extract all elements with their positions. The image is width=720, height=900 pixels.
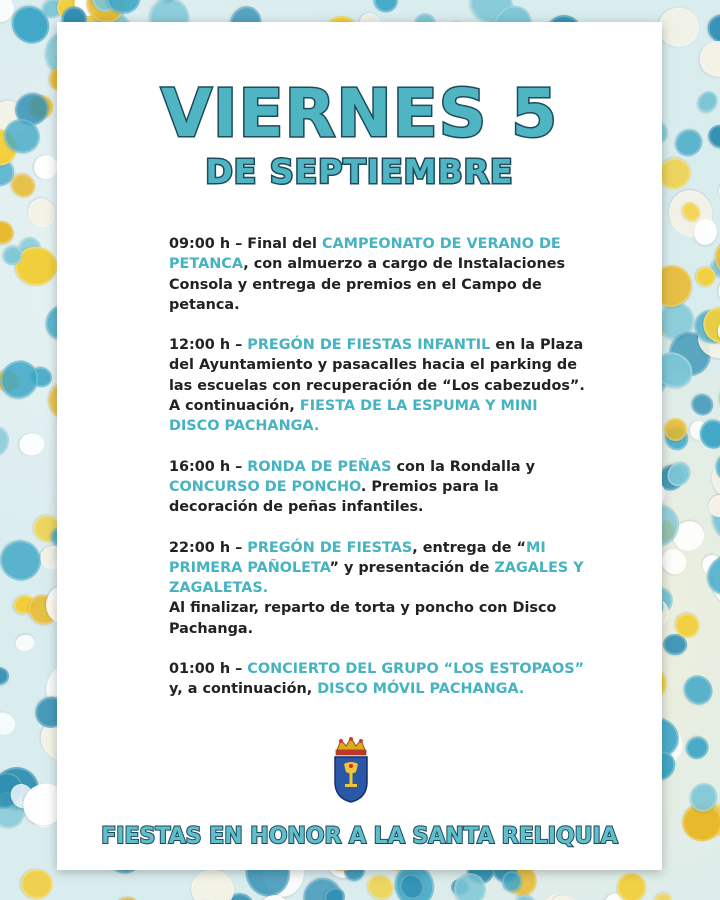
event-highlight: ZAGALES Y ZAGALETAS. <box>169 559 584 597</box>
confetti-piece <box>0 667 10 686</box>
event-0900 <box>169 234 589 315</box>
confetti-piece <box>693 34 720 84</box>
event-text: y, a continuación, <box>169 681 318 698</box>
event-schedule <box>169 234 589 720</box>
confetti-piece <box>650 889 675 900</box>
event-text: Final del <box>247 236 322 252</box>
page-title: VIERNES 5 <box>160 75 559 152</box>
confetti-piece <box>687 390 717 420</box>
event-highlight: PREGÓN DE FIESTAS INFANTIL <box>247 337 491 354</box>
event-highlight: CONCURSO DE PONCHO <box>169 478 361 495</box>
event-text: ” y presentación de <box>329 559 495 576</box>
confetti-piece <box>0 709 19 739</box>
confetti-piece <box>14 633 36 653</box>
confetti-piece <box>678 669 719 710</box>
municipal-coat-of-arms-icon <box>331 736 371 804</box>
event-highlight: MI PRIMERA PAÑOLETA <box>169 539 546 576</box>
confetti-piece <box>34 155 59 180</box>
program-card <box>57 22 662 870</box>
event-text: en la Plaza del Ayuntamiento y pasacalles hacia el parking de las escuelas con recuperación de “Los cabezudos”. <box>169 337 585 394</box>
event-time: 01:00 h – <box>169 661 248 678</box>
confetti-piece <box>693 88 720 117</box>
event-text: . Premios para la decoración de peñas infantiles. <box>169 478 499 516</box>
event-highlight: FIESTA DE LA ESPUMA Y MINI DISCO PACHANGA. <box>169 398 538 435</box>
event-text: Al finalizar, reparto de torta y poncho con Disco Pachanga. <box>169 600 557 637</box>
confetti-piece <box>670 124 708 162</box>
confetti-piece <box>20 867 54 899</box>
event-time: 12:00 h – <box>169 337 248 354</box>
confetti-piece <box>712 375 720 425</box>
event-highlight: CAMPEONATO DE VERANO DE PETANCA <box>169 236 561 273</box>
confetti-piece <box>0 423 14 461</box>
event-text: , con almuerzo a cargo de Instalaciones Consola y entrega de premios en el Campo de petanca. <box>169 256 566 313</box>
footer-tagline: FIESTAS EN HONOR A LA SANTA RELIQUIA <box>101 824 618 849</box>
event-0100 <box>169 659 589 700</box>
event-time: 22:00 h – <box>169 539 248 556</box>
event-highlight: RONDA DE PEÑAS <box>247 458 392 475</box>
event-2200 <box>169 538 589 639</box>
confetti-piece <box>716 180 720 203</box>
page-subtitle: DE SEPTIEMBRE <box>205 152 514 191</box>
confetti-piece <box>187 866 238 900</box>
confetti-piece <box>107 893 145 900</box>
confetti-piece <box>363 870 398 900</box>
confetti-piece <box>682 732 713 763</box>
confetti-piece <box>657 6 701 48</box>
confetti-piece <box>372 0 400 15</box>
confetti-piece <box>704 121 720 152</box>
confetti-piece <box>0 216 18 248</box>
event-time: 09:00 h – <box>169 236 248 252</box>
confetti-piece <box>693 218 718 246</box>
event-highlight: PREGÓN DE FIESTAS <box>247 539 413 556</box>
confetti-piece <box>24 194 61 232</box>
event-highlight: DISCO MÓVIL PACHANGA. <box>317 681 525 698</box>
confetti-piece <box>19 433 46 457</box>
event-highlight: CONCIERTO DEL GRUPO “LOS ESTOPAOS” <box>247 661 585 678</box>
event-text: , entrega de “ <box>412 539 526 556</box>
event-1600 <box>169 457 589 518</box>
event-text: A continuación, <box>169 398 300 415</box>
event-text: con la Rondalla y <box>391 458 535 475</box>
confetti-piece <box>0 353 46 406</box>
event-1200 <box>169 335 589 436</box>
event-time: 16:00 h – <box>169 458 248 475</box>
